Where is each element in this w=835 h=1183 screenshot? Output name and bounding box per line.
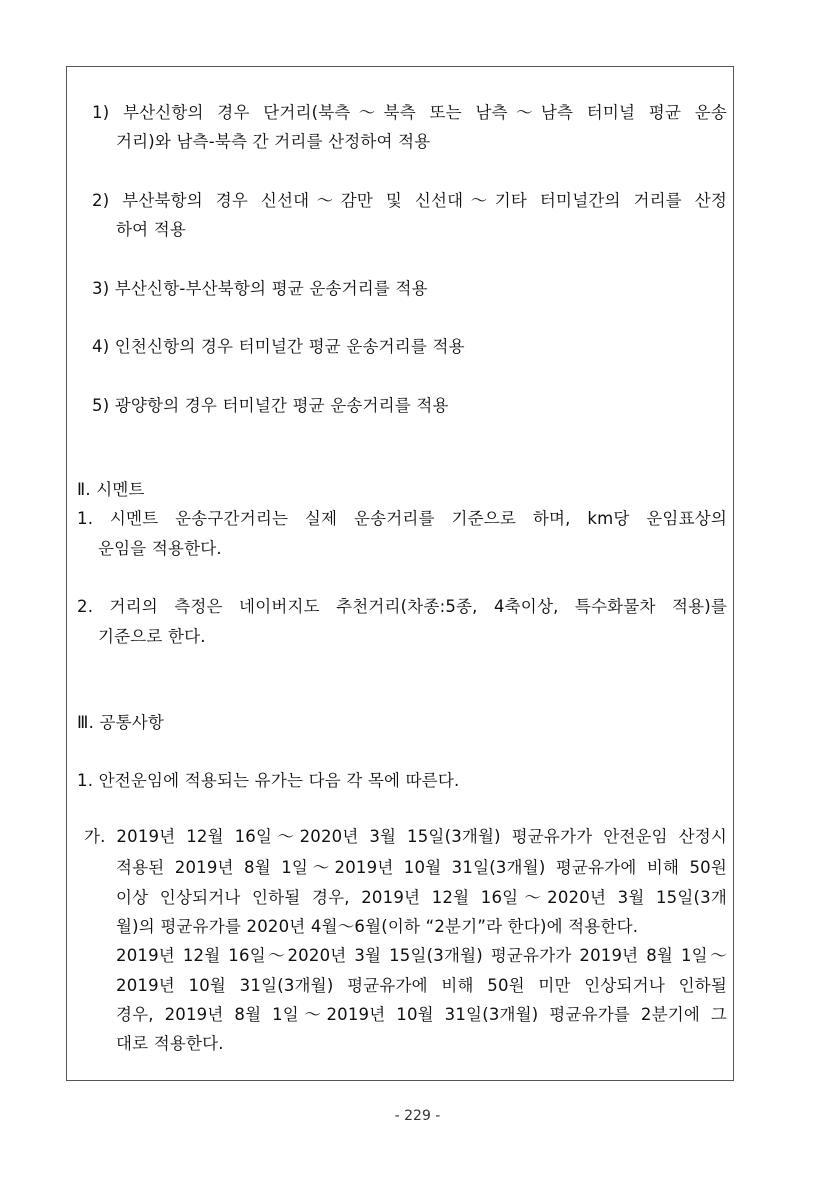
section-ii-item-1-line-2: 운임을 적용한다. (98, 539, 222, 558)
ga-line-4: 월)의 평균유가를 2020년 4월～6월(이하 “2분기”라 한다)에 적용한다. (116, 917, 639, 936)
section-ii-item-2-line-2: 기준으로 한다. (98, 627, 206, 646)
ga-line-6: 2019년 10월 31일(3개월) 평균유가에 비해 50원 미만 인상되거나 인하될 (116, 976, 727, 995)
section-ii-item-1-line-1: 1. 시멘트 운송구간거리는 실제 운송거리를 기준으로 하며, km당 운임표상의 (77, 509, 727, 528)
ga-line-2: 적용된 2019년 8월 1일～2019년 10월 31일(3개월) 평균유가에 비해 50원 (116, 858, 727, 877)
ga-line-8: 대로 적용한다. (116, 1034, 224, 1053)
section-iii-heading: Ⅲ. 공통사항 (77, 713, 165, 732)
item-2-line-1: 2) 부산북항의 경우 신선대～감만 및 신선대～기타 터미널간의 거리를 산정 (92, 191, 727, 210)
section-ii-heading: Ⅱ. 시멘트 (77, 480, 145, 499)
item-5: 5) 광양항의 경우 터미널간 평균 운송거리를 적용 (92, 396, 449, 415)
page-number: - 229 - (394, 1108, 441, 1124)
ga-line-5: 2019년 12월 16일～2020년 3월 15일(3개월) 평균유가가 2019년 8월 1일～ (116, 946, 727, 965)
item-3: 3) 부산신항-부산북항의 평균 운송거리를 적용 (92, 279, 428, 298)
item-2-line-2: 하여 적용 (116, 220, 187, 239)
item-4: 4) 인천신항의 경우 터미널간 평균 운송거리를 적용 (92, 337, 465, 356)
ga-line-7: 경우, 2019년 8월 1일～2019년 10월 31일(3개월) 평균유가를 2분기에 그 (116, 1005, 727, 1024)
ga-line-1: 가. 2019년 12월 16일～2020년 3월 15일(3개월) 평균유가가 안전운임 산정시 (84, 827, 727, 846)
ga-line-3: 이상 인상되거나 인하될 경우, 2019년 12월 16일～2020년 3월 15일(3개 (116, 888, 727, 907)
section-ii-item-2-line-1: 2. 거리의 측정은 네이버지도 추천거리(차종:5종, 4축이상, 특수화물차 적용)를 (77, 597, 727, 616)
item-1-line-1: 1) 부산신항의 경우 단거리(북측～북측 또는 남측～남측 터미널 평균 운송 (92, 103, 727, 122)
section-iii-item-1: 1. 안전운임에 적용되는 유가는 다음 각 목에 따른다. (77, 771, 460, 790)
item-1-line-2: 거리)와 남측-북측 간 거리를 산정하여 적용 (116, 132, 431, 151)
